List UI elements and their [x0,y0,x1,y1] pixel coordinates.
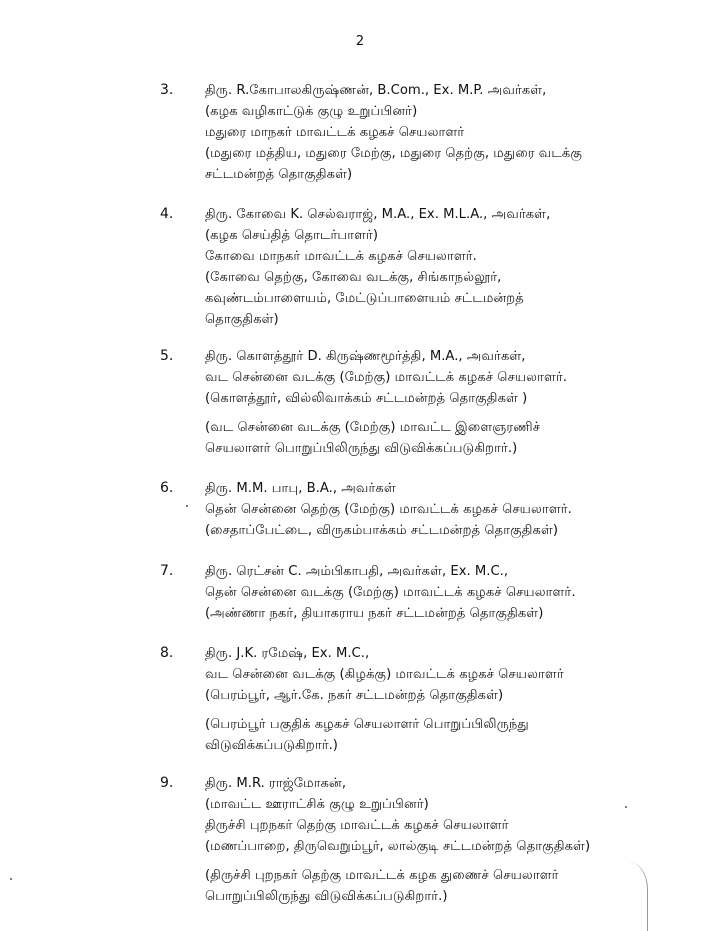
entry-number: 6. [160,480,174,496]
scan-speck [10,878,12,880]
person-name-line: திரு. M.M. பாபு, B.A., அவர்கள் [205,481,396,496]
relief-note-line: விடுவிக்கப்படுகிறார்.) [205,738,338,753]
entry-number: 9. [160,775,174,791]
note-spacer [205,857,675,865]
scan-speck [625,806,627,808]
entry-line: (பெரம்பூர், ஆர்.கே. நகர் சட்டமன்றத் தொகுதிகள்) [205,688,504,703]
entry-line: (அண்ணா நகர், தியாகராய நகர் சட்டமன்றத் தொகுதிகள்) [205,606,544,621]
entry-number: 5. [160,348,174,364]
scan-speck [186,505,188,507]
note-spacer [205,706,675,714]
person-name-line: திரு. ரெட்சன் C. அம்பிகாபதி, அவர்கள், Ex. M.C., [205,564,509,579]
entry-line: (மணப்பாறை, திருவெறும்பூர், லால்குடி சட்டமன்றத் தொகுதிகள்) [205,839,591,854]
person-name-line: திரு. M.R. ராஜ்மோகன், [205,776,347,791]
entry-line: (கழக செய்தித் தொடர்பாளர்) [205,228,379,243]
person-name-line: திரு. கொளத்தூர் D. கிருஷ்ணமூர்த்தி, M.A., அவர்கள், [205,349,526,364]
entry-line: (மாவட்ட ஊராட்சிக் குழு உறுப்பினர்) [205,797,429,812]
relief-note-line: (வட சென்னை வடக்கு (மேற்கு) மாவட்ட இளைஞரணிச் [205,420,541,435]
entry-line: கவுண்டம்பாளையம், மேட்டுப்பாளையம் சட்டமன்றத் [205,291,524,306]
entry-number: 8. [160,645,174,661]
entry-body [205,478,675,541]
entry-line: (மதுரை மத்திய, மதுரை மேற்கு, மதுரை தெற்கு, மதுரை வடக்கு [205,146,582,161]
entry-line: வட சென்னை வடக்கு (கிழக்கு) மாவட்டக் கழகச் செயலாளர் [205,667,564,682]
entry-number: 4. [160,206,174,222]
relief-note-line: (திருச்சி புறநகர் தெற்கு மாவட்டக் கழக துணைச் செயலாளர் [205,868,559,883]
entry-line: தென் சென்னை தெற்கு (மேற்கு) மாவட்டக் கழகச் செயலாளர். [205,502,572,517]
entry-number: 7. [160,563,174,579]
entry-line: கோவை மாநகர் மாவட்டக் கழகச் செயலாளர். [205,249,477,264]
page-number: 2 [355,34,365,49]
entry-body [205,643,675,756]
entry-body [205,346,675,459]
note-spacer [205,409,675,417]
entry-line: வட சென்னை வடக்கு (மேற்கு) மாவட்டக் கழகச் செயலாளர். [205,370,567,385]
entry-line: சட்டமன்றத் தொகுதிகள்) [205,167,353,182]
entry-body [205,773,675,907]
entry-line: மதுரை மாநகர் மாவட்டக் கழகச் செயலாளர் [205,125,465,140]
entry-line: (கொளத்தூர், வில்லிவாக்கம் சட்டமன்றத் தொகுதிகள் ) [205,391,528,406]
entry-body [205,204,675,330]
entry-line: (சைதாப்பேட்டை, விருகம்பாக்கம் சட்டமன்றத் தொகுதிகள்) [205,523,559,538]
entry-number: 3. [160,82,174,98]
person-name-line: திரு. கோவை K. செல்வராஜ், M.A., Ex. M.L.A., அவர்கள், [205,207,551,222]
entry-body [205,80,675,185]
entry-line: (கோவை தெற்கு, கோவை வடக்கு, சிங்காநல்லூர், [205,270,502,285]
person-name-line: திரு. R.கோபாலகிருஷ்ணன், B.Com., Ex. M.P. அவர்கள், [205,83,547,98]
entry-body [205,561,675,624]
entry-line: திருச்சி புறநகர் தெற்கு மாவட்டக் கழகச் செயலாளர் [205,818,509,833]
entry-line: (கழக வழிகாட்டுக் குழு உறுப்பினர்) [205,104,418,119]
entry-line: தொகுதிகள்) [205,312,279,327]
person-name-line: திரு. J.K. ரமேஷ், Ex. M.C., [205,646,370,661]
relief-note-line: (பெரம்பூர் பகுதிக் கழகச் செயலாளர் பொறுப்பிலிருந்து [205,717,529,732]
relief-note-line: பொறுப்பிலிருந்து விடுவிக்கப்படுகிறார்.) [205,889,448,904]
relief-note-line: செயலாளர் பொறுப்பிலிருந்து விடுவிக்கப்படுகிறார்.) [205,441,518,456]
entry-line: தென் சென்னை வடக்கு (மேற்கு) மாவட்டக் கழகச் செயலாளர். [205,585,576,600]
